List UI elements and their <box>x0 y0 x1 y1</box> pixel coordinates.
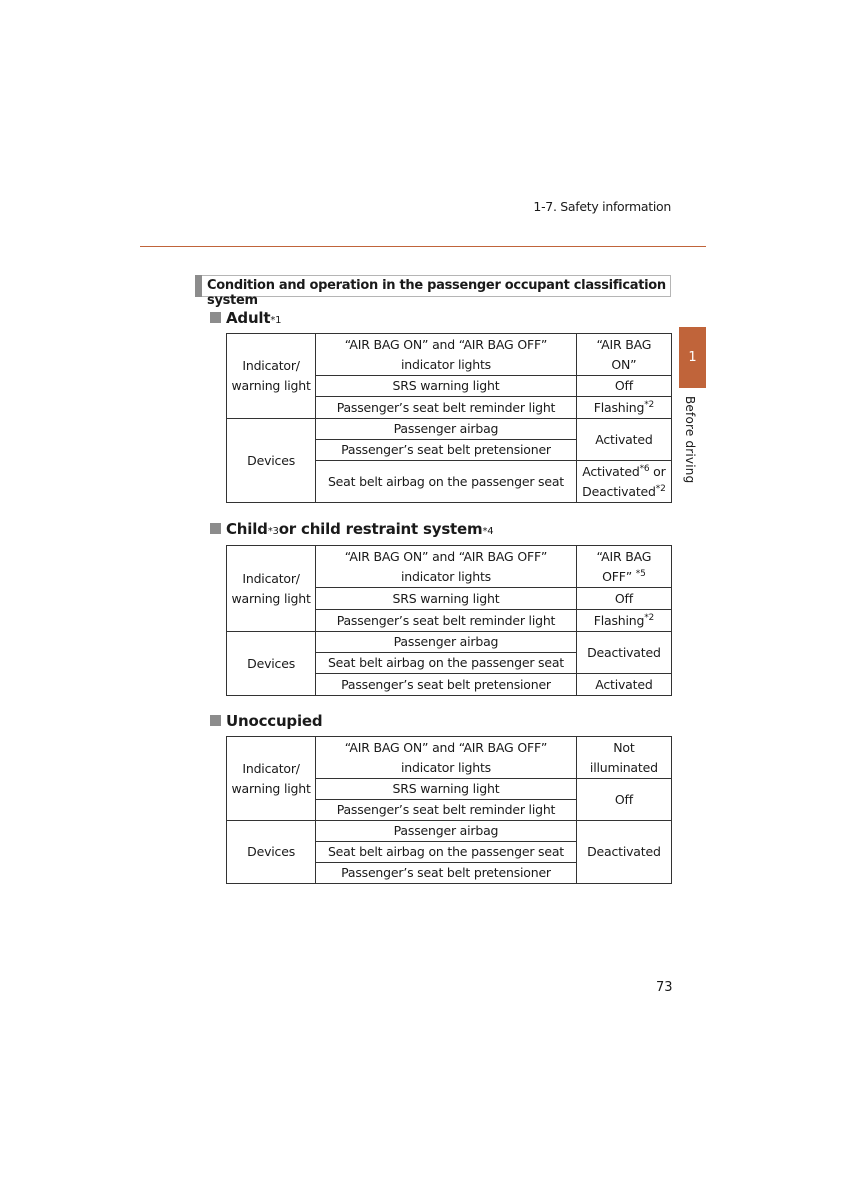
row-label: “AIR BAG ON” and “AIR BAG OFF” indicator lights <box>316 334 577 376</box>
header-rule <box>140 246 706 247</box>
row-value: Deactivated <box>576 821 671 884</box>
row-label: Passenger’s seat belt pretensioner <box>316 674 577 696</box>
unoccupied-heading <box>210 712 322 730</box>
child-table <box>226 545 672 696</box>
row-label: Passenger airbag <box>316 821 577 842</box>
row-label: Passenger’s seat belt reminder light <box>316 610 577 632</box>
page-number: 73 <box>656 980 673 995</box>
adult-heading-text: Adult <box>226 309 271 327</box>
square-bullet-icon <box>210 715 221 726</box>
square-bullet-icon <box>210 523 221 534</box>
square-bullet-icon <box>210 312 221 323</box>
table-row <box>227 632 672 653</box>
row-label: Passenger’s seat belt pretensioner <box>316 440 577 461</box>
table-row <box>227 334 672 376</box>
row-value: Activated <box>576 419 671 461</box>
row-value: Flashing$^{*2}$ <box>576 397 671 419</box>
section-title: Condition and operation in the passenger occupant classification system <box>207 278 666 308</box>
adult-table <box>226 333 672 503</box>
row-label: Seat belt airbag on the passenger seat <box>316 461 577 503</box>
row-label: Seat belt airbag on the passenger seat <box>316 842 577 863</box>
child-heading-text: Child <box>226 520 268 538</box>
row-value: Activated <box>576 674 671 696</box>
devices-group-label: Devices <box>227 419 316 503</box>
indicator-group-label: Indicator/ warning light <box>227 737 316 821</box>
row-label: SRS warning light <box>316 779 577 800</box>
row-value: “AIR BAG OFF” $^{*5}$ <box>576 546 671 588</box>
row-value: Flashing$^{*2}$ <box>576 610 671 632</box>
table-row <box>227 419 672 440</box>
row-value: Off <box>576 779 671 821</box>
table-row <box>227 546 672 588</box>
devices-group-label: Devices <box>227 632 316 696</box>
header-section-title: 1-7. Safety information <box>533 199 671 214</box>
chapter-label: Before driving <box>683 396 697 484</box>
row-value: Deactivated <box>576 632 671 674</box>
row-label: Passenger’s seat belt pretensioner <box>316 863 577 884</box>
row-label: “AIR BAG ON” and “AIR BAG OFF” indicator lights <box>316 546 577 588</box>
adult-heading: Adult *1 <box>210 309 281 327</box>
chapter-number: 1 <box>688 350 697 365</box>
indicator-group-label: Indicator/ warning light <box>227 334 316 419</box>
table-row <box>227 821 672 842</box>
unoccupied-table <box>226 736 672 884</box>
indicator-group-label: Indicator/ warning light <box>227 546 316 632</box>
row-value: Activated$^{*6}$ or Deactivated$^{*2}$ <box>576 461 671 503</box>
chapter-tab <box>679 327 706 388</box>
unoccupied-heading-text: Unoccupied <box>226 712 323 730</box>
row-value: Not illuminated <box>576 737 671 779</box>
row-value: Off <box>576 588 671 610</box>
section-marker <box>195 275 202 297</box>
row-value: “AIR BAG ON” <box>576 334 671 376</box>
row-label: SRS warning light <box>316 376 577 397</box>
section-title-bar <box>195 275 671 308</box>
row-label: Passenger airbag <box>316 419 577 440</box>
child-heading: Child *3 or child restraint system *4 <box>210 520 493 538</box>
row-value: Off <box>576 376 671 397</box>
devices-group-label: Devices <box>227 821 316 884</box>
row-label: Seat belt airbag on the passenger seat <box>316 653 577 674</box>
row-label: Passenger’s seat belt reminder light <box>316 397 577 419</box>
row-label: Passenger airbag <box>316 632 577 653</box>
row-label: “AIR BAG ON” and “AIR BAG OFF” indicator lights <box>316 737 577 779</box>
row-label: Passenger’s seat belt reminder light <box>316 800 577 821</box>
table-row <box>227 737 672 779</box>
row-label: SRS warning light <box>316 588 577 610</box>
